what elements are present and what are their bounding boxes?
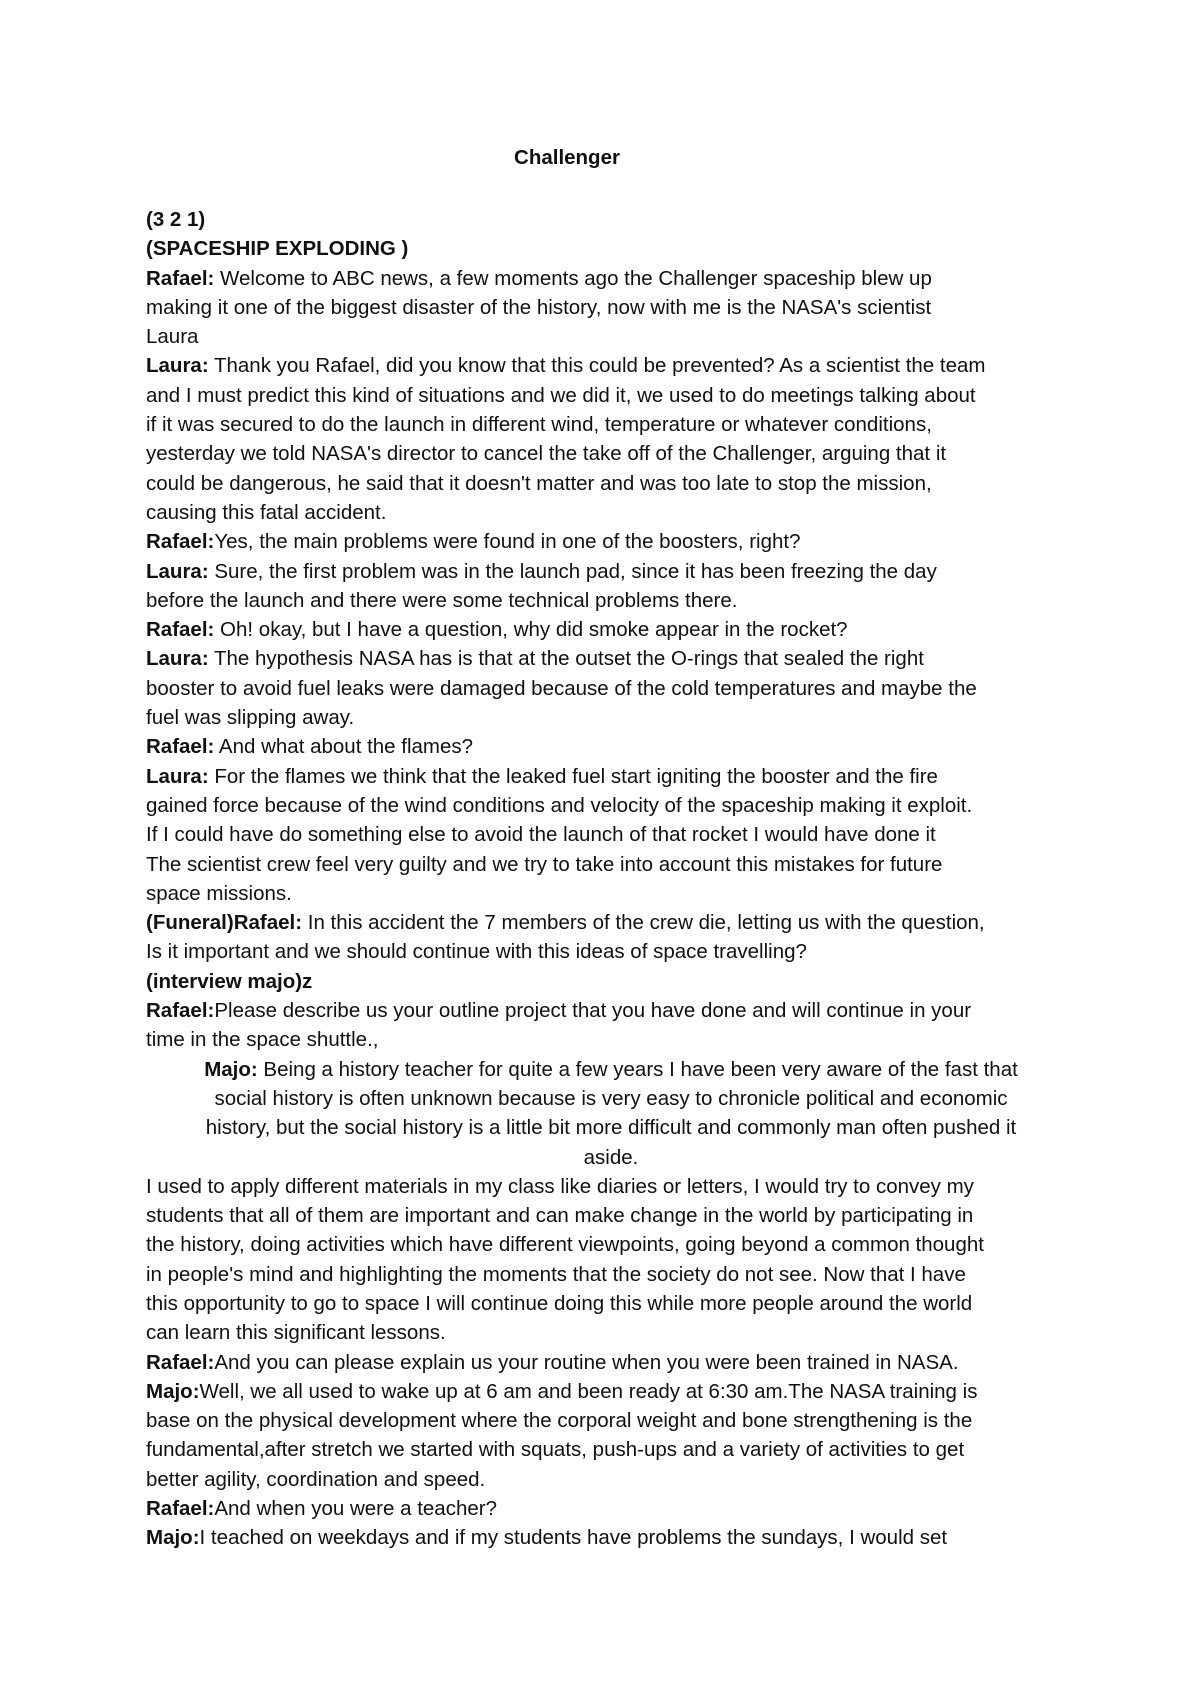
text-line bbox=[146, 1523, 1076, 1552]
speaker-label: (SPACESHIP EXPLODING ) bbox=[146, 237, 409, 261]
speaker-label: Laura: bbox=[146, 647, 209, 671]
line-text: If I could have do something else to avoid the launch of that rocket I would have done it bbox=[146, 823, 936, 847]
line-text: before the launch and there were some technical problems there. bbox=[146, 588, 738, 612]
line-text: space missions. bbox=[146, 881, 292, 905]
text-line bbox=[146, 557, 1076, 586]
speaker-label: Majo: bbox=[146, 1526, 200, 1550]
line-text: For the flames we think that the leaked fuel start igniting the booster and the fire bbox=[208, 764, 938, 788]
speaker-label: Rafael: bbox=[146, 1350, 215, 1374]
speaker-label: Majo: bbox=[204, 1057, 258, 1081]
text-line bbox=[146, 234, 1076, 263]
text-line bbox=[146, 381, 1076, 410]
line-text: I teached on weekdays and if my students have problems the sundays, I would set bbox=[199, 1526, 948, 1550]
speaker-label: (Funeral)Rafael: bbox=[146, 911, 303, 935]
speaker-label: Rafael: bbox=[146, 618, 215, 642]
text-line bbox=[146, 1025, 1076, 1054]
text-line bbox=[146, 586, 1076, 615]
line-text: Welcome to ABC news, a few moments ago the Challenger spaceship blew up bbox=[214, 266, 932, 290]
line-text: Yes, the main problems were found in one of the boosters, right? bbox=[214, 530, 801, 554]
speaker-label: (3 2 1) bbox=[146, 208, 206, 231]
text-line bbox=[146, 1289, 1076, 1318]
text-line bbox=[146, 351, 1076, 380]
text-line bbox=[146, 879, 1076, 908]
text-line bbox=[146, 527, 1076, 556]
text-line bbox=[146, 293, 1076, 322]
line-text: And when you were a teacher? bbox=[214, 1497, 497, 1521]
speaker-label: Rafael: bbox=[146, 1497, 215, 1521]
speaker-label: Majo: bbox=[146, 1379, 200, 1403]
text-line bbox=[146, 644, 1076, 673]
line-text: The hypothesis NASA has is that at the outset the O-rings that sealed the right bbox=[208, 647, 924, 671]
text-line bbox=[146, 439, 1076, 468]
text-line bbox=[146, 322, 1076, 351]
line-text: base on the physical development where the corporal weight and bone strengthening is the bbox=[146, 1409, 973, 1433]
line-text: The scientist crew feel very guilty and we try to take into account this mistakes for future bbox=[146, 852, 943, 876]
text-line bbox=[146, 791, 1076, 820]
text-line bbox=[146, 850, 1076, 879]
text-line bbox=[146, 996, 1076, 1025]
speaker-label: Laura: bbox=[146, 354, 209, 378]
line-text: And you can please explain us your routine when you were been trained in NASA. bbox=[214, 1350, 959, 1374]
text-line bbox=[146, 1143, 1076, 1172]
text-line bbox=[146, 967, 1076, 996]
text-line bbox=[146, 1465, 1076, 1494]
line-text: Please describe us your outline project that you have done and will continue in your bbox=[214, 999, 972, 1023]
speaker-label: Laura: bbox=[146, 559, 209, 583]
text-line bbox=[146, 908, 1076, 937]
speaker-label: (interview majo)z bbox=[146, 969, 313, 993]
line-text: if it was secured to do the launch in different wind, temperature or whatever conditions, bbox=[146, 413, 932, 437]
speaker-label: Laura: bbox=[146, 764, 209, 788]
line-text: could be dangerous, he said that it doesn't matter and was too late to stop the mission, bbox=[146, 471, 932, 495]
text-line bbox=[146, 469, 1076, 498]
line-text: In this accident the 7 members of the crew die, letting us with the question, bbox=[302, 911, 985, 935]
line-text: can learn this significant lessons. bbox=[146, 1321, 446, 1345]
line-text: history, but the social history is a little bit more difficult and commonly man often pushed it bbox=[205, 1116, 1017, 1140]
text-line bbox=[146, 1055, 1076, 1084]
line-text: Sure, the first problem was in the launch pad, since it has been freezing the day bbox=[208, 559, 937, 583]
text-line bbox=[146, 1260, 1076, 1289]
text-line bbox=[146, 410, 1076, 439]
line-text: making it one of the biggest disaster of the history, now with me is the NASA's scientist bbox=[146, 295, 932, 319]
line-text: fuel was slipping away. bbox=[146, 706, 355, 730]
text-line bbox=[146, 820, 1076, 849]
line-text: the history, doing activities which have different viewpoints, going beyond a common thought bbox=[146, 1233, 984, 1257]
line-text: And what about the flames? bbox=[214, 735, 474, 759]
line-text: gained force because of the wind conditions and velocity of the spaceship making it exploit. bbox=[146, 793, 973, 817]
line-text: in people's mind and highlighting the moments that the society do not see. Now that I have bbox=[146, 1262, 966, 1286]
line-text: Laura bbox=[146, 325, 199, 349]
text-line bbox=[146, 937, 1076, 966]
text-line bbox=[146, 205, 1076, 234]
text-line bbox=[146, 1377, 1076, 1406]
speaker-label: Rafael: bbox=[146, 999, 215, 1023]
text-line bbox=[146, 615, 1076, 644]
line-text: social history is often unknown because is very easy to chronicle political and economic bbox=[214, 1086, 1008, 1110]
line-text: fundamental,after stretch we started with squats, push-ups and a variety of activities to get bbox=[146, 1438, 965, 1462]
text-line bbox=[146, 1201, 1076, 1230]
text-line bbox=[146, 1318, 1076, 1347]
line-text: I used to apply different materials in my class like diaries or letters, I would try to convey my bbox=[146, 1174, 974, 1198]
line-text: and I must predict this kind of situations and we did it, we used to do meetings talking about bbox=[146, 383, 976, 407]
speaker-label: Rafael: bbox=[146, 530, 215, 554]
speaker-label: Rafael: bbox=[146, 735, 215, 759]
text-line bbox=[146, 1435, 1076, 1464]
line-text: students that all of them are important and can make change in the world by participating in bbox=[146, 1204, 974, 1228]
line-text: better agility, coordination and speed. bbox=[146, 1467, 486, 1491]
text-line bbox=[146, 703, 1076, 732]
line-text: Well, we all used to wake up at 6 am and been ready at 6:30 am.The NASA training is bbox=[199, 1379, 978, 1403]
line-text: this opportunity to go to space I will continue doing this while more people around the world bbox=[146, 1291, 973, 1315]
document-title: Challenger bbox=[514, 146, 620, 169]
line-text: causing this fatal accident. bbox=[146, 500, 387, 524]
text-line bbox=[146, 1348, 1076, 1377]
line-text: Is it important and we should continue with this ideas of space travelling? bbox=[146, 940, 807, 964]
line-text: time in the space shuttle., bbox=[146, 1028, 379, 1052]
line-text: aside. bbox=[583, 1145, 639, 1169]
text-line bbox=[146, 1113, 1076, 1142]
text-line bbox=[146, 1084, 1076, 1113]
text-line bbox=[146, 498, 1076, 527]
line-text: yesterday we told NASA's director to cancel the take off of the Challenger, arguing that it bbox=[146, 442, 947, 466]
text-line bbox=[146, 1172, 1076, 1201]
text-line bbox=[146, 264, 1076, 293]
line-text: Being a history teacher for quite a few years I have been very aware of the fast that bbox=[257, 1057, 1018, 1081]
line-text: Oh! okay, but I have a question, why did smoke appear in the rocket? bbox=[214, 618, 848, 642]
text-line bbox=[146, 1230, 1076, 1259]
line-text: booster to avoid fuel leaks were damaged because of the cold temperatures and maybe the bbox=[146, 676, 977, 700]
text-line bbox=[146, 674, 1076, 703]
text-line bbox=[146, 762, 1076, 791]
text-line bbox=[146, 1494, 1076, 1523]
line-text: Thank you Rafael, did you know that this could be prevented? As a scientist the team bbox=[208, 354, 986, 378]
text-line bbox=[146, 1406, 1076, 1435]
text-line bbox=[146, 732, 1076, 761]
speaker-label: Rafael: bbox=[146, 266, 215, 290]
document-body bbox=[146, 205, 1076, 1553]
